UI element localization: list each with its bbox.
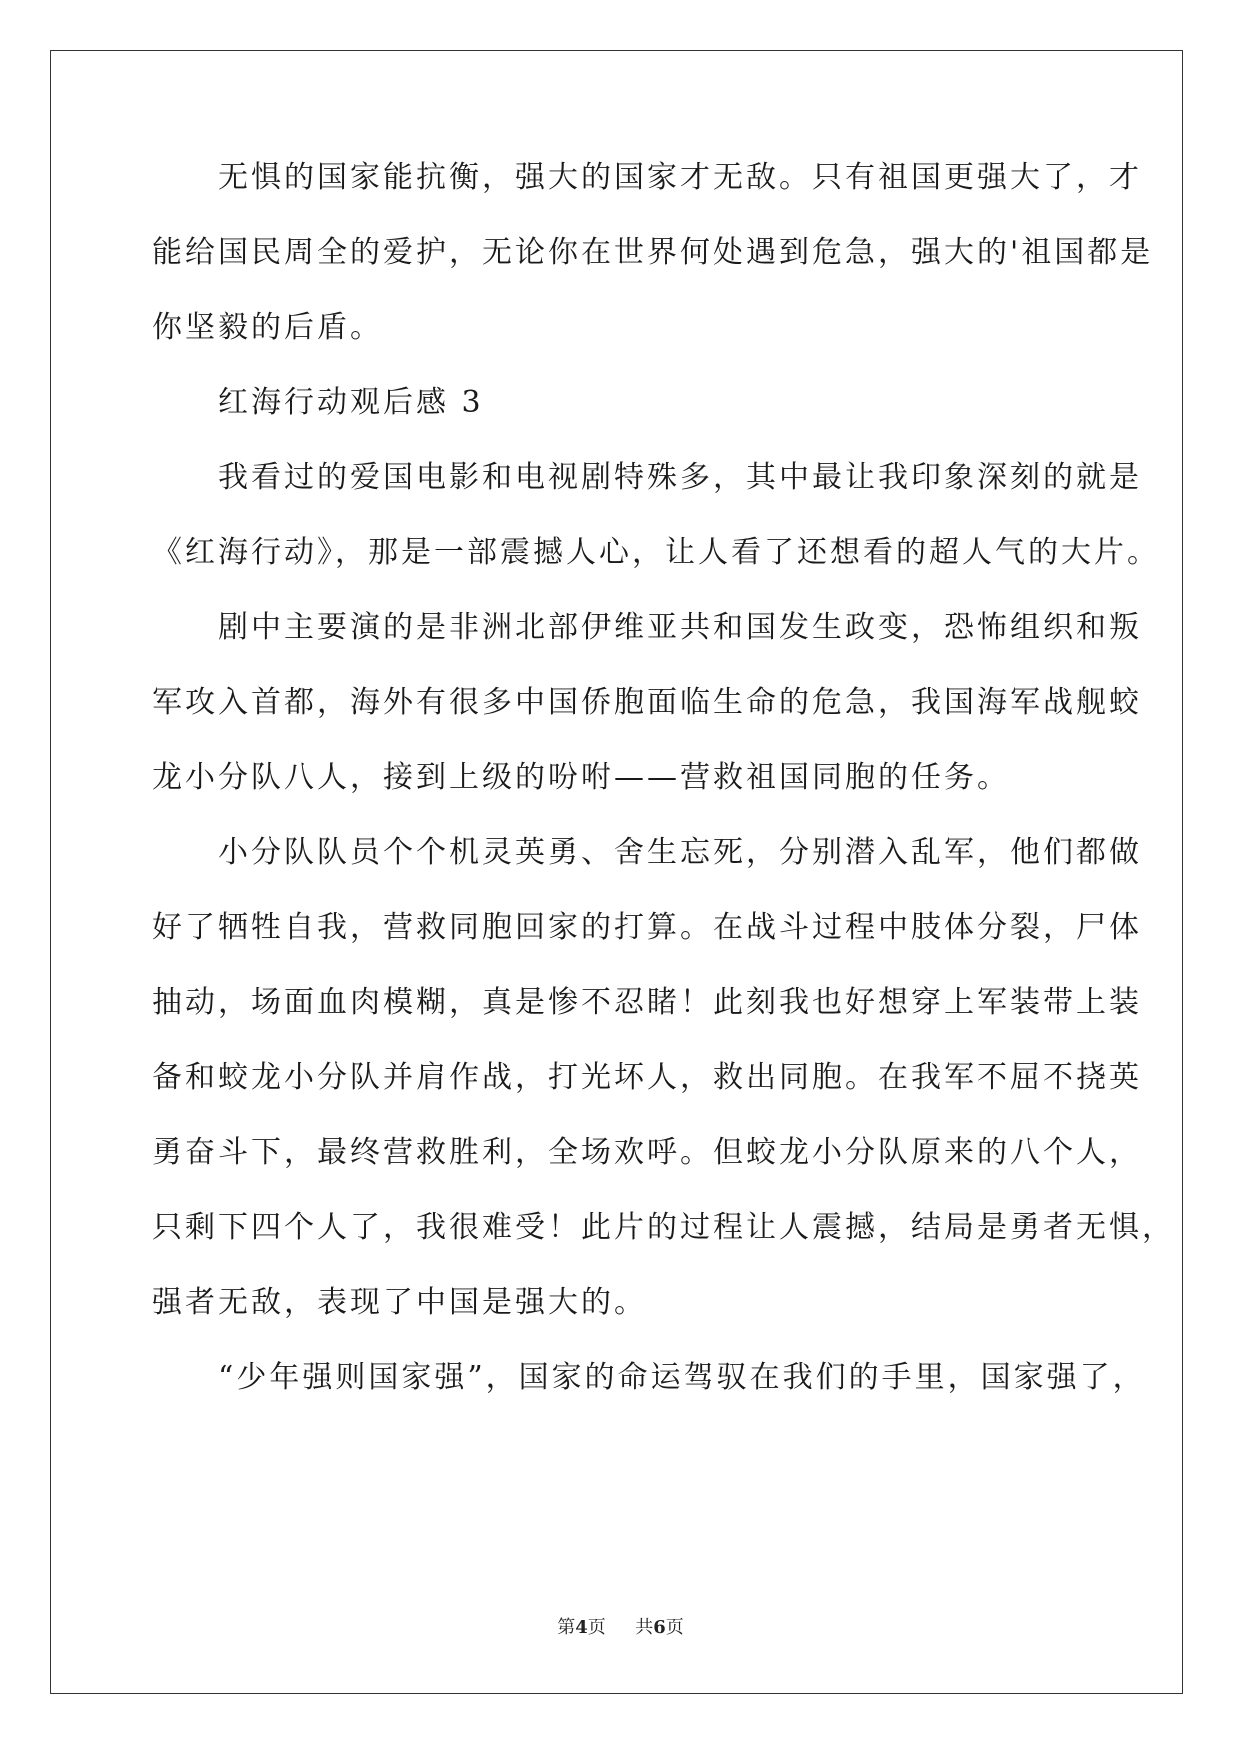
text-line: 强者无敌，表现了中国是强大的。 xyxy=(152,1285,647,1320)
text-line: 好了牺牲自我，营救同胞回家的打算。在战斗过程中肢体分裂，尸体 xyxy=(152,910,1142,945)
text-line: 军攻入首都，海外有很多中国侨胞面临生命的危急，我国海军战舰蛟 xyxy=(152,685,1142,720)
page-number-label: 第4页 xyxy=(557,1617,606,1638)
text-line: 能给国民周全的爱护，无论你在世界何处遇到危急，强大的'祖国都是 xyxy=(152,235,1154,270)
text-line: 抽动，场面血肉模糊，真是惨不忍睹！此刻我也好想穿上军装带上装 xyxy=(152,985,1142,1020)
total-page-number: 6 xyxy=(653,1617,666,1638)
text-line: 剧中主要演的是非洲北部伊维亚共和国发生政变，恐怖组织和叛 xyxy=(152,610,1142,645)
section-heading: 红海行动观后感 3 xyxy=(152,385,484,420)
text-line: 小分队队员个个机灵英勇、舍生忘死，分别潜入乱军，他们都做 xyxy=(152,835,1142,870)
page-footer xyxy=(0,1616,1241,1640)
text-line: “少年强则国家强”，国家的命运驾驭在我们的手里，国家强了， xyxy=(152,1360,1146,1395)
text-line: 我看过的爱国电影和电视剧特殊多，其中最让我印象深刻的就是 xyxy=(152,460,1142,495)
total-pages-label: 共6页 xyxy=(635,1617,684,1638)
text-line: 勇奋斗下，最终营救胜利，全场欢呼。但蛟龙小分队原来的八个人， xyxy=(152,1135,1142,1170)
text-line: 你坚毅的后盾。 xyxy=(152,310,383,345)
current-page-number: 4 xyxy=(575,1617,588,1638)
text-line: 无惧的国家能抗衡，强大的国家才无敌。只有祖国更强大了，才 xyxy=(152,160,1142,195)
text-line: 只剩下四个人了，我很难受！此片的过程让人震撼，结局是勇者无惧， xyxy=(152,1210,1175,1245)
text-line: 备和蛟龙小分队并肩作战，打光坏人，救出同胞。在我军不屈不挠英 xyxy=(152,1060,1142,1095)
text-line: 《红海行动》，那是一部震撼人心，让人看了还想看的超人气的大片。 xyxy=(152,535,1160,570)
text-line: 龙小分队八人，接到上级的吩咐——营救祖国同胞的任务。 xyxy=(152,760,1010,795)
